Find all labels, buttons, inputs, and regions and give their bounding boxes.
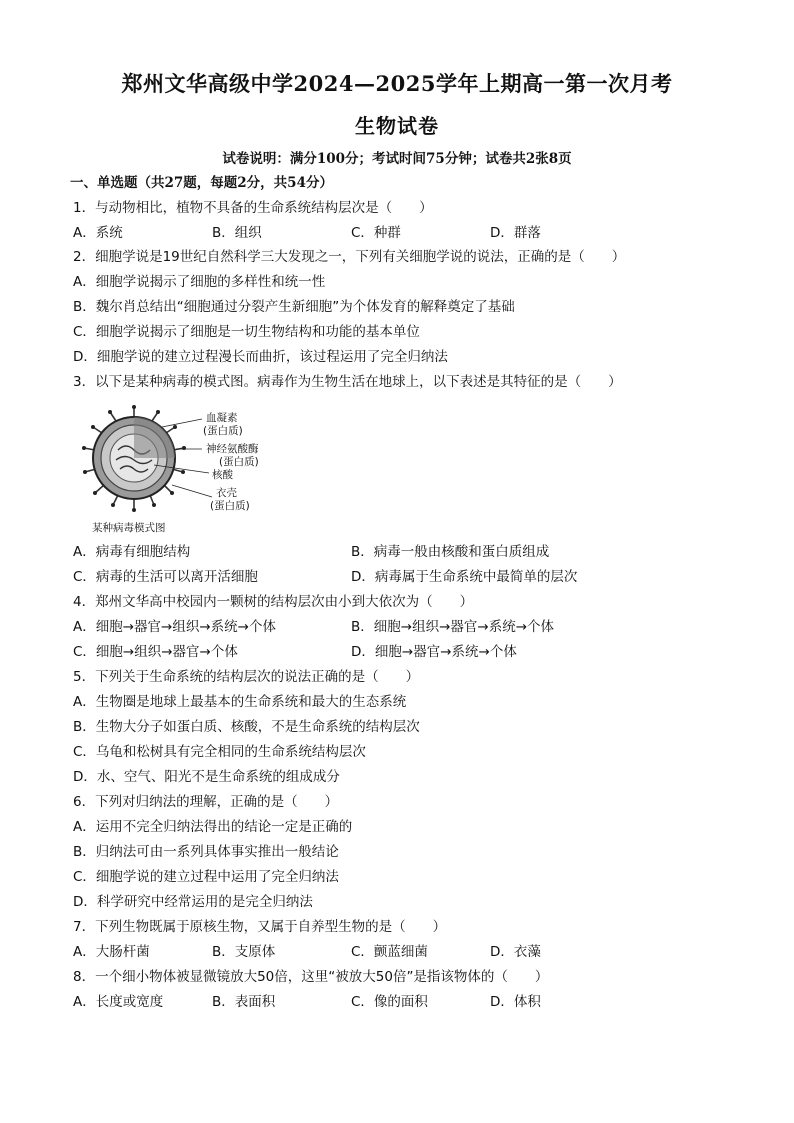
- question-7-option-a: A．大肠杆菌: [73, 944, 150, 960]
- question-5-stem: 5．下列关于生命系统的结构层次的说法正确的是（ ）: [73, 669, 420, 685]
- question-3-option-a: A．病毒有细胞结构: [73, 544, 191, 560]
- section-heading: 一、单选题（共27题，每题2分，共54分）: [70, 175, 333, 191]
- question-1-option-b: B．组织: [212, 225, 262, 241]
- label-neuraminidase-protein: (蛋白质): [219, 456, 259, 468]
- question-4-stem: 4．郑州文华高中校园内一颗树的结构层次由小到大依次为（ ）: [73, 594, 474, 610]
- question-4-option-d: D．细胞→器官→系统→个体: [351, 644, 517, 660]
- question-7-option-c: C．颤蓝细菌: [351, 944, 428, 960]
- question-8-stem: 8．一个细小物体被显微镜放大50倍，这里“被放大50倍”是指该物体的（ ）: [73, 969, 549, 985]
- virus-diagram-svg: [74, 405, 274, 540]
- question-3-option-c: C．病毒的生活可以离开活细胞: [73, 569, 258, 585]
- question-7-option-b: B．支原体: [212, 944, 276, 960]
- question-1-option-d: D．群落: [490, 225, 541, 241]
- question-2-option-b: B．魏尔肖总结出“细胞通过分裂产生新细胞”为个体发育的解释奠定了基础: [73, 299, 515, 315]
- question-5-option-a: A．生物圈是地球上最基本的生命系统和最大的生态系统: [73, 694, 407, 710]
- question-1-option-c: C．种群: [351, 225, 401, 241]
- label-capsid-protein: (蛋白质): [210, 500, 250, 512]
- label-capsid: 衣壳: [216, 487, 237, 499]
- label-hemagglutinin: 血凝素: [206, 412, 238, 424]
- virus-diagram-caption: 某种病毒模式图: [92, 522, 166, 534]
- question-1-option-a: A．系统: [73, 225, 123, 241]
- question-4-option-c: C．细胞→组织→器官→个体: [73, 644, 238, 660]
- label-hemagglutinin-protein: (蛋白质): [203, 425, 243, 437]
- question-8-option-d: D．体积: [490, 994, 541, 1010]
- question-1-stem: 1．与动物相比，植物不具备的生命系统结构层次是（ ）: [73, 200, 433, 216]
- virus-diagram: [74, 405, 274, 540]
- question-8-option-a: A．长度或宽度: [73, 994, 164, 1010]
- question-3-option-b: B．病毒一般由核酸和蛋白质组成: [351, 544, 550, 560]
- question-4-option-a: A．细胞→器官→组织→系统→个体: [73, 619, 276, 635]
- exam-note: 试卷说明：满分100分；考试时间75分钟；试卷共2张8页: [222, 151, 572, 167]
- question-6-option-d: D．科学研究中经常运用的是完全归纳法: [73, 894, 313, 910]
- virus-cutaway: [134, 417, 175, 458]
- question-6-stem: 6．下列对归纳法的理解，正确的是（ ）: [73, 794, 339, 810]
- question-6-option-a: A．运用不完全归纳法得出的结论一定是正确的: [73, 819, 353, 835]
- question-6-option-b: B．归纳法可由一系列具体事实推出一般结论: [73, 844, 339, 860]
- question-8-option-b: B．表面积: [212, 994, 276, 1010]
- question-2-option-a: A．细胞学说揭示了细胞的多样性和统一性: [73, 274, 326, 290]
- label-neuraminidase: 神经氨酸酶: [206, 443, 259, 455]
- question-2-option-c: C．细胞学说揭示了细胞是一切生物结构和功能的基本单位: [73, 324, 420, 340]
- question-2-option-d: D．细胞学说的建立过程漫长而曲折，该过程运用了完全归纳法: [73, 349, 448, 365]
- question-7-option-d: D．衣藻: [490, 944, 541, 960]
- exam-title: 郑州文华高级中学2024—2025学年上期高一第一次月考: [121, 71, 673, 96]
- exam-subject: 生物试卷: [355, 114, 439, 138]
- question-5-option-d: D．水、空气、阳光不是生命系统的组成成分: [73, 769, 340, 785]
- question-3-stem: 3．以下是某种病毒的模式图。病毒作为生物生活在地球上，以下表述是其特征的是（ ）: [73, 374, 622, 390]
- question-2-stem: 2．细胞学说是19世纪自然科学三大发现之一，下列有关细胞学说的说法，正确的是（ ）: [73, 249, 626, 265]
- question-6-option-c: C．细胞学说的建立过程中运用了完全归纳法: [73, 869, 339, 885]
- question-5-option-c: C．乌龟和松树具有完全相同的生命系统结构层次: [73, 744, 366, 760]
- label-nucleic-acid: 核酸: [212, 469, 233, 481]
- question-3-option-d: D．病毒属于生命系统中最简单的层次: [351, 569, 578, 585]
- question-5-option-b: B．生物大分子如蛋白质、核酸，不是生命系统的结构层次: [73, 719, 420, 735]
- question-4-option-b: B．细胞→组织→器官→系统→个体: [351, 619, 555, 635]
- question-7-stem: 7．下列生物既属于原核生物，又属于自养型生物的是（ ）: [73, 919, 447, 935]
- question-8-option-c: C．像的面积: [351, 994, 428, 1010]
